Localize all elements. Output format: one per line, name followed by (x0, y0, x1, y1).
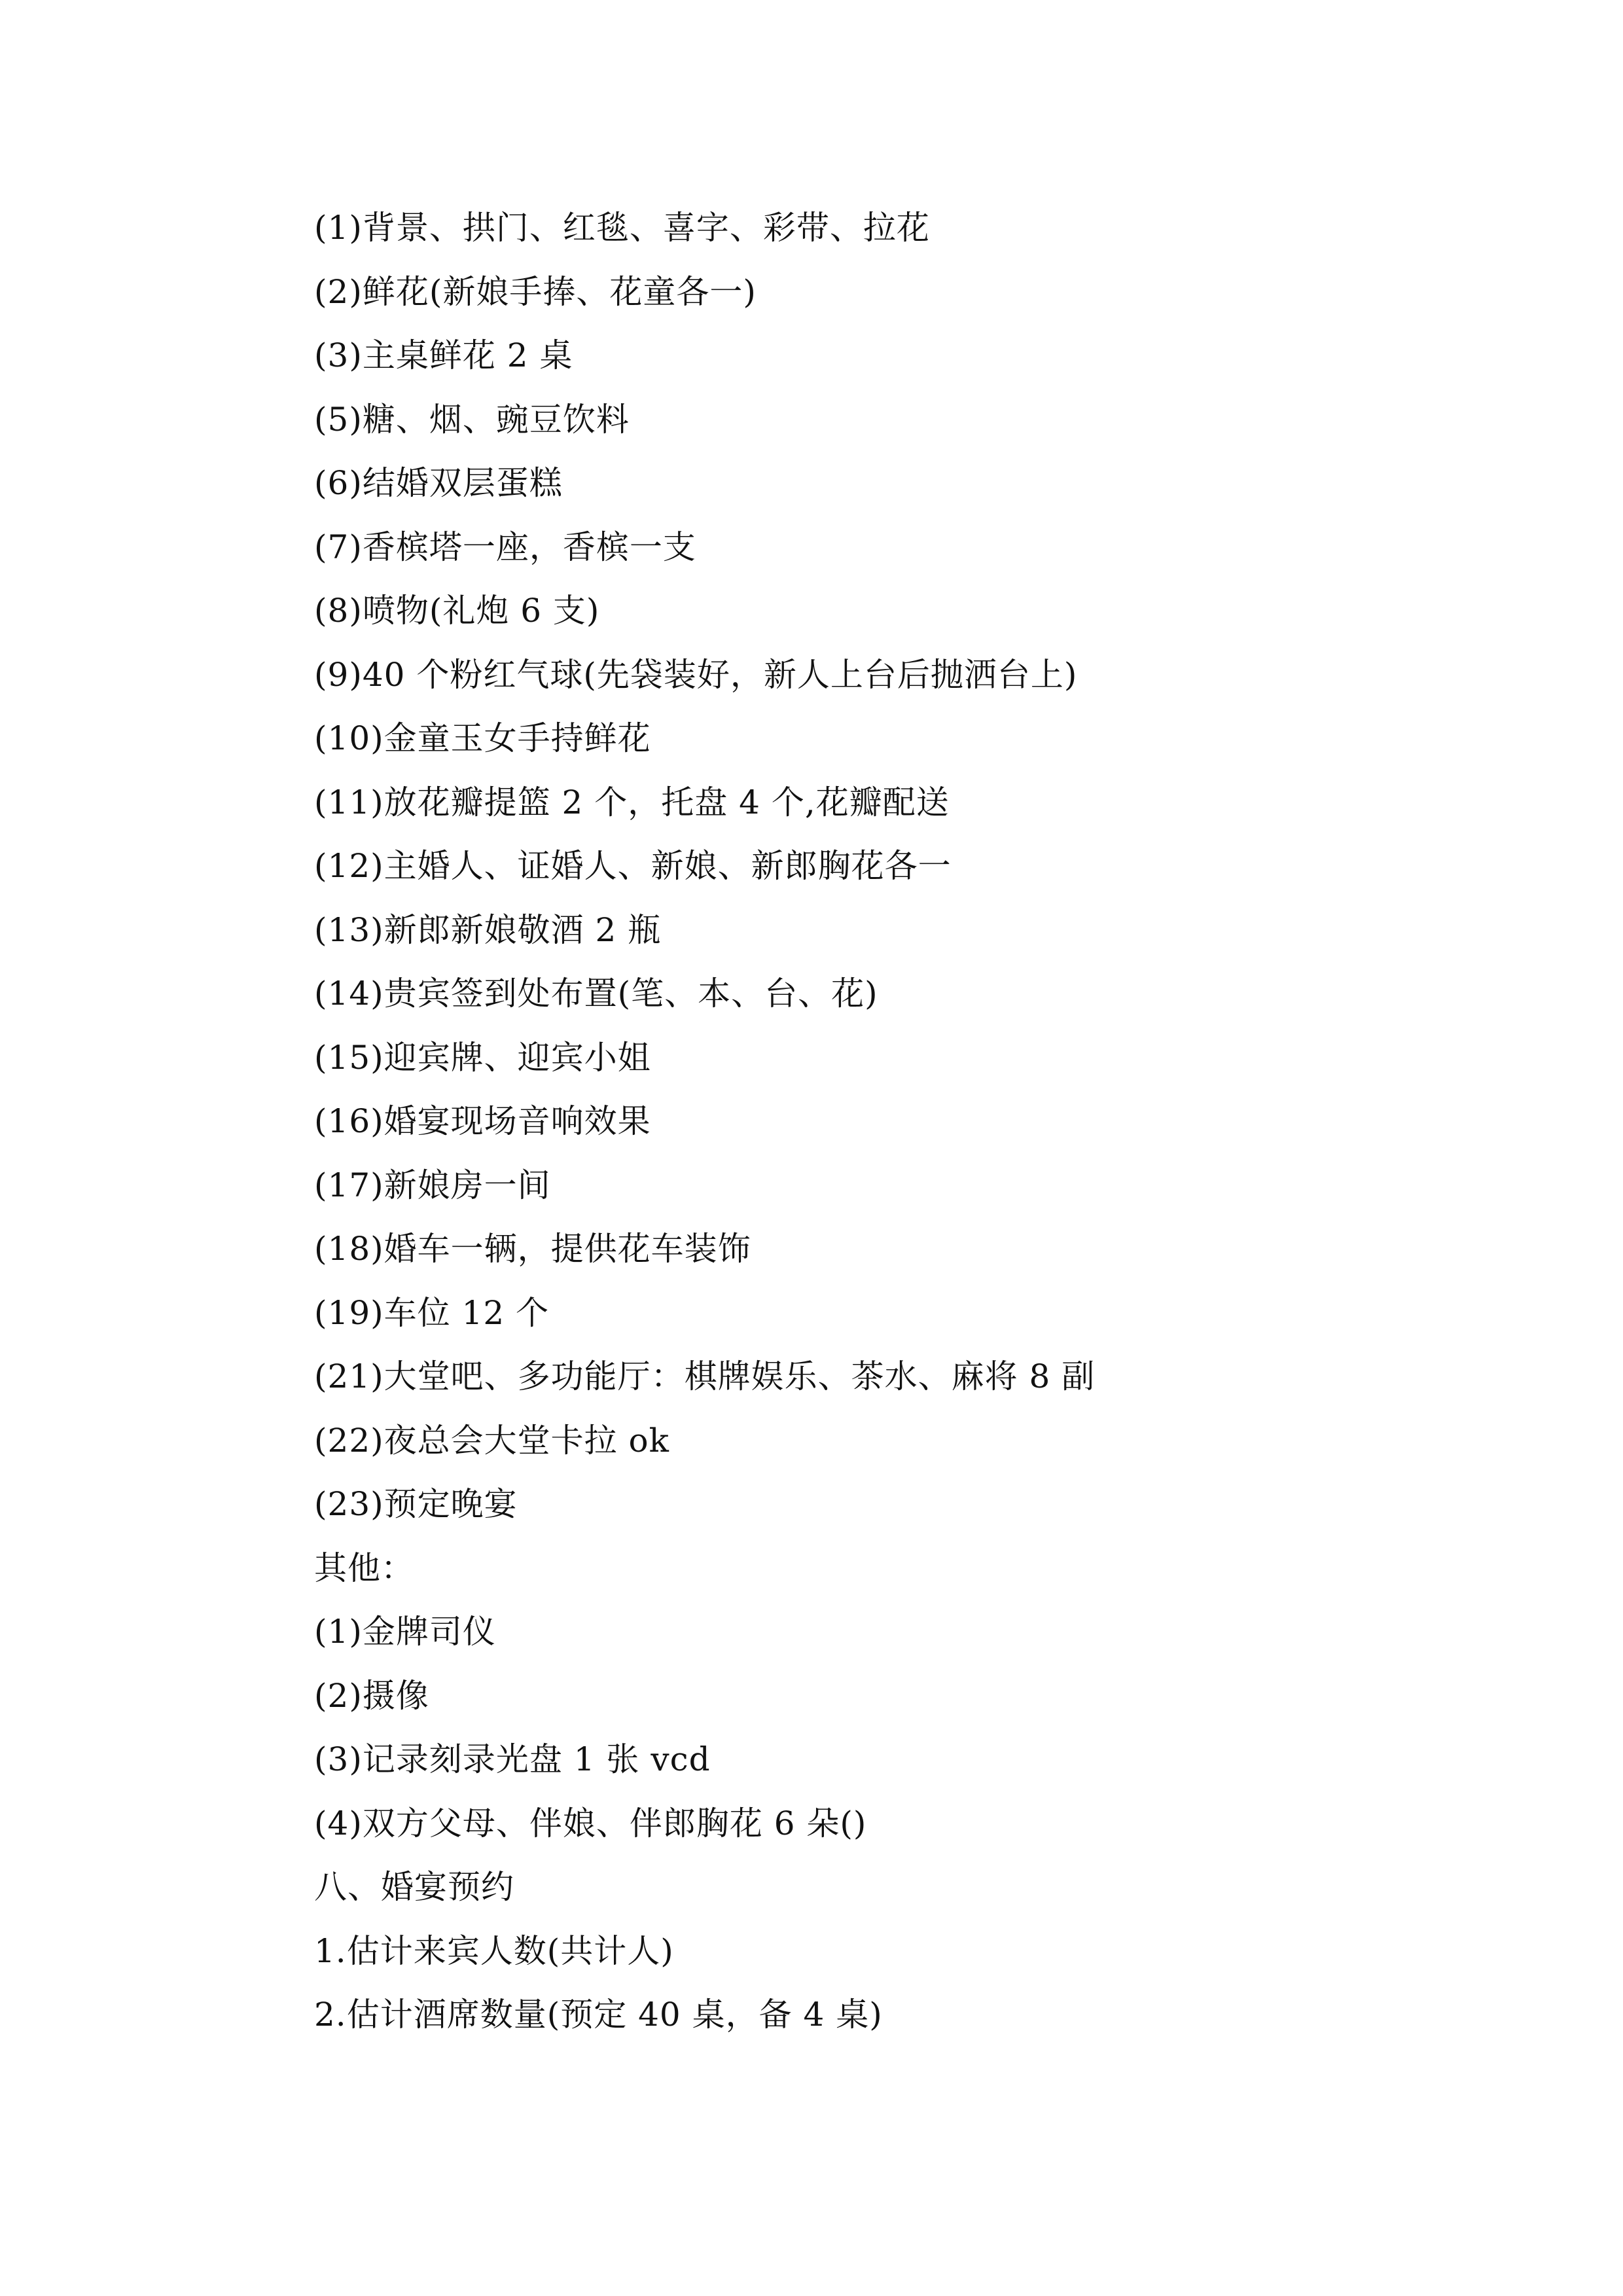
list-item: (1)背景、拱门、红毯、喜字、彩带、拉花 (314, 209, 930, 247)
list-item: (14)贵宾签到处布置(笔、本、台、花) (314, 975, 878, 1013)
list-item: (3)主桌鲜花 2 桌 (314, 336, 573, 374)
list-item: (2)摄像 (314, 1676, 429, 1715)
list-item: (12)主婚人、证婚人、新娘、新郎胸花各一 (314, 847, 952, 885)
list-item: (6)结婚双层蛋糕 (314, 464, 563, 502)
list-item: (3)记录刻录光盘 1 张 vcd (314, 1740, 711, 1778)
list-item: 1.估计来宾人数(共计人) (314, 1931, 674, 1970)
list-item: (15)迎宾牌、迎宾小姐 (314, 1038, 651, 1077)
list-item: (11)放花瓣提篮 2 个，托盘 4 个,花瓣配送 (314, 783, 950, 821)
list-item: (9)40 个粉红气球(先袋装好，新人上台后抛洒台上) (314, 655, 1078, 694)
list-item: (7)香槟塔一座，香槟一支 (314, 528, 696, 566)
list-item: (1)金牌司仪 (314, 1613, 496, 1651)
list-item: (22)夜总会大堂卡拉 ok (314, 1421, 669, 1460)
list-item: (10)金童玉女手持鲜花 (314, 719, 651, 757)
list-item: (18)婚车一辆，提供花车装饰 (314, 1230, 751, 1268)
list-item: (21)大堂吧、多功能厅：棋牌娱乐、茶水、麻将 8 副 (314, 1357, 1096, 1395)
section-heading: 其他： (314, 1549, 414, 1587)
list-item: (16)婚宴现场音响效果 (314, 1102, 651, 1140)
list-item: (8)喷物(礼炮 6 支) (314, 592, 600, 630)
document-body (314, 196, 1427, 2047)
list-item: (19)车位 12 个 (314, 1293, 550, 1332)
list-item: (2)鲜花(新娘手捧、花童各一) (314, 272, 757, 311)
list-item: 2.估计酒席数量(预定 40 桌，备 4 桌) (314, 1996, 883, 2034)
list-item: (5)糖、烟、豌豆饮料 (314, 400, 630, 439)
list-item: (4)双方父母、伴娘、伴郎胸花 6 朵() (314, 1804, 867, 1842)
list-item: (17)新娘房一间 (314, 1166, 551, 1204)
section-heading: 八、婚宴预约 (314, 1868, 514, 1906)
list-item: (23)预定晚宴 (314, 1485, 518, 1523)
list-item: (13)新郎新娘敬酒 2 瓶 (314, 910, 662, 949)
